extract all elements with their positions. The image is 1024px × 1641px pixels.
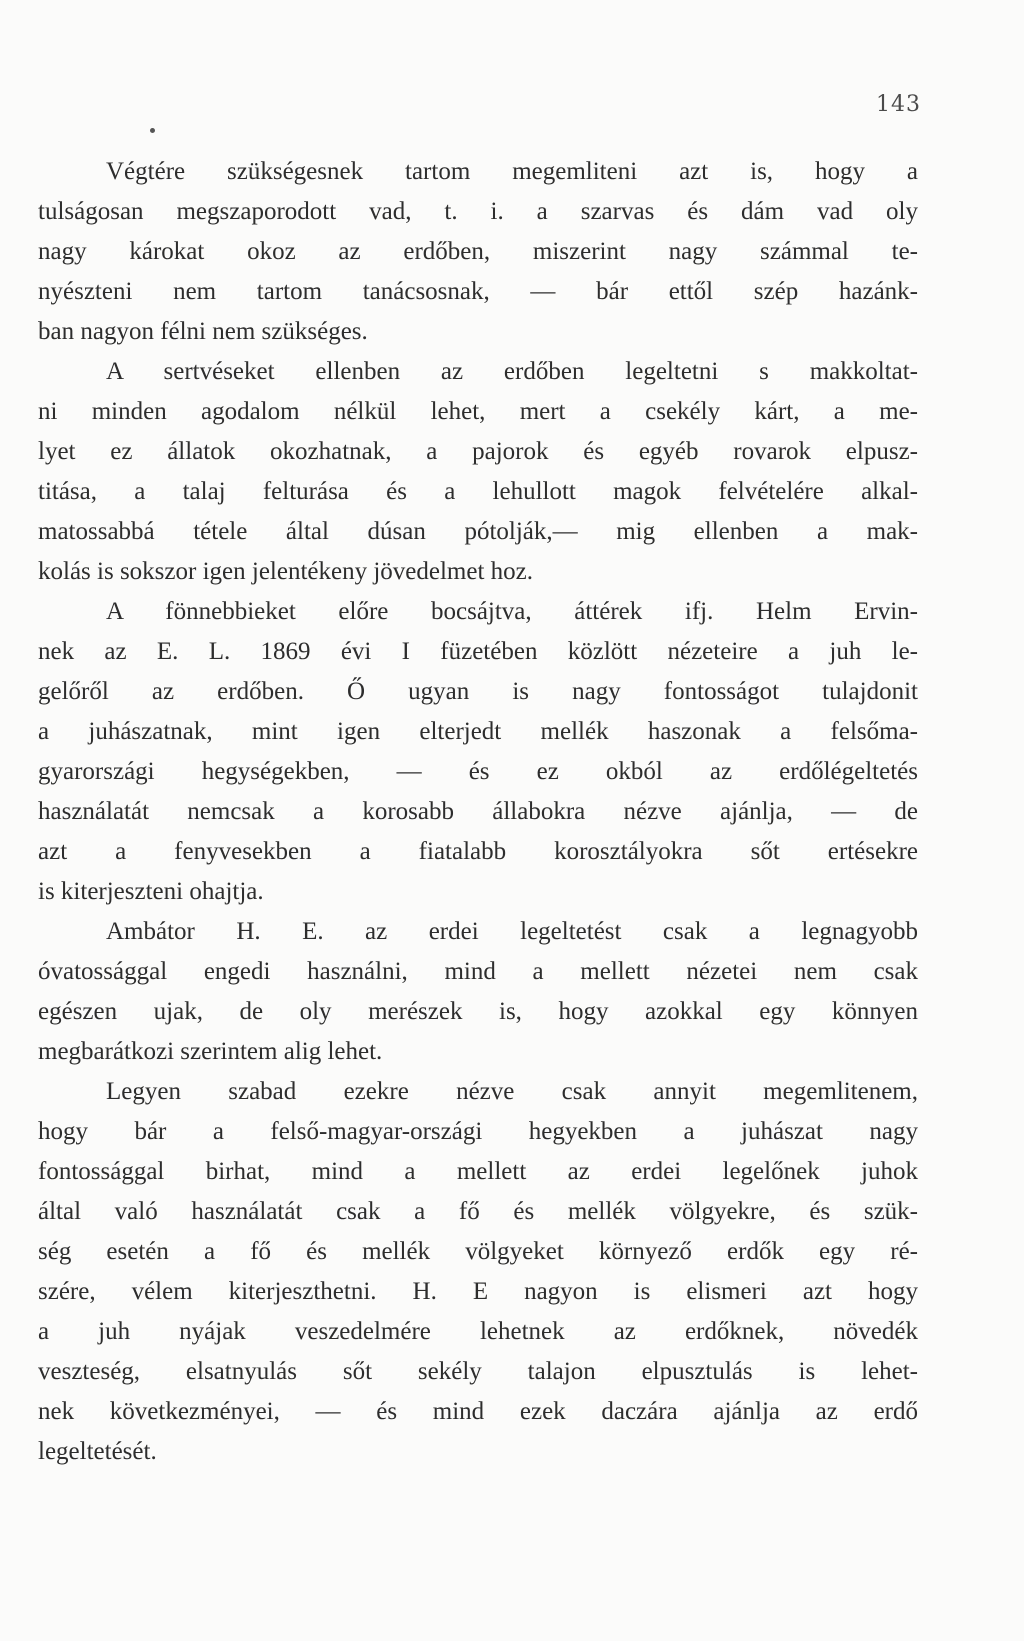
- text-line: használatát nemcsak a korosabb állabokra nézve ajánlja, — de: [38, 798, 918, 825]
- text-line: kolás is sokszor igen jelentékeny jövedelmet hoz.: [38, 558, 534, 585]
- text-line: nek az E. L. 1869 évi I füzetében közlött nézeteire a juh le-: [38, 638, 918, 665]
- text-line: nagy károkat okoz az erdőben, miszerint nagy számmal te-: [38, 238, 918, 265]
- text-line: óvatossággal engedi használni, mind a mellett nézetei nem csak: [38, 958, 918, 985]
- text-line: azt a fenyvesekben a fiatalabb korosztályokra sőt ertésekre: [38, 838, 918, 865]
- text-line: szére, vélem kiterjeszthetni. H. E nagyon is elismeri azt hogy: [38, 1278, 918, 1305]
- text-line: veszteség, elsatnyulás sőt sekély talajon elpusztulás is lehet-: [38, 1358, 918, 1385]
- text-line: Ambátor H. E. az erdei legeltetést csak a legnagyobb: [106, 918, 918, 945]
- text-line: lyet ez állatok okozhatnak, a pajorok és egyéb rovarok elpusz-: [38, 438, 918, 465]
- text-line: által való használatát csak a fő és mellék völgyekre, és szük-: [38, 1198, 918, 1225]
- text-line: egészen ujak, de oly merészek is, hogy azokkal egy könnyen: [38, 998, 918, 1025]
- text-line: A sertvéseket ellenben az erdőben legeltetni s makkoltat-: [106, 358, 918, 385]
- text-line: nek következményei, — és mind ezek daczára ajánlja az erdő: [38, 1398, 918, 1425]
- text-line: fontossággal birhat, mind a mellett az erdei legelőnek juhok: [38, 1158, 918, 1185]
- paragraph: [38, 912, 918, 1072]
- text-line: titása, a talaj felturása és a lehullott magok felvételére alkal-: [38, 478, 918, 505]
- paragraph: [38, 592, 918, 912]
- text-line: legeltetését.: [38, 1438, 157, 1465]
- text-line: ség esetén a fő és mellék völgyeket környező erdők egy ré-: [38, 1238, 918, 1265]
- paragraph: [38, 152, 918, 352]
- paragraph: [38, 1072, 918, 1472]
- text-line: matossabbá tétele által dúsan pótolják,— mig ellenben a mak-: [38, 518, 918, 545]
- text-line: megbarátkozi szerintem alig lehet.: [38, 1038, 383, 1065]
- text-line: Végtére szükségesnek tartom megemliteni azt is, hogy a: [106, 158, 918, 185]
- text-line: hogy bár a felső-magyar-országi hegyekben a juhászat nagy: [38, 1118, 918, 1145]
- text-line: nyészteni nem tartom tanácsosnak, — bár ettől szép hazánk-: [38, 278, 918, 305]
- text-line: a juhászatnak, mint igen elterjedt mellék haszonak a felsőma-: [38, 718, 918, 745]
- text-line: ban nagyon félni nem szükséges.: [38, 318, 368, 345]
- ink-dot: [150, 128, 155, 133]
- body-text: [38, 152, 918, 1472]
- text-line: a juh nyájak veszedelmére lehetnek az erdőknek, növedék: [38, 1318, 918, 1345]
- text-line: A fönnebbieket előre bocsájtva, áttérek ifj. Helm Ervin-: [106, 598, 918, 625]
- page-number: 143: [876, 92, 921, 117]
- text-line: is kiterjeszteni ohajtja.: [38, 878, 264, 905]
- paragraph: [38, 352, 918, 592]
- text-line: ni minden agodalom nélkül lehet, mert a csekély kárt, a me-: [38, 398, 918, 425]
- text-line: tulságosan megszaporodott vad, t. i. a szarvas és dám vad oly: [38, 198, 918, 225]
- text-line: Legyen szabad ezekre nézve csak annyit megemlitenem,: [106, 1078, 918, 1105]
- text-line: gelőről az erdőben. Ő ugyan is nagy fontosságot tulajdonit: [38, 678, 918, 705]
- text-line: gyarországi hegységekben, — és ez okból az erdőlégeltetés: [38, 758, 918, 785]
